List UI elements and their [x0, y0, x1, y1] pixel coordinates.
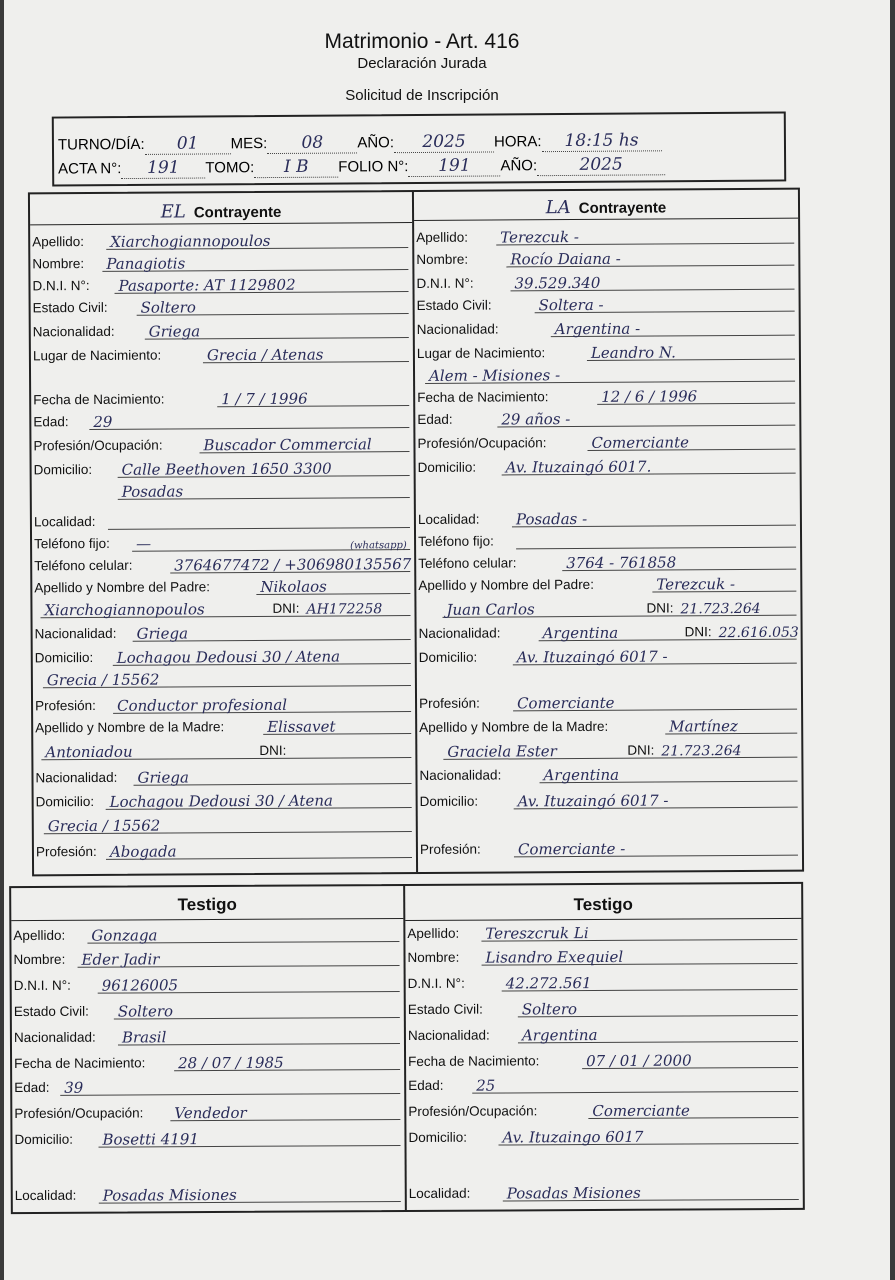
el-padre2-dni-label: DNI:	[272, 600, 300, 616]
t1-nombre-row	[11, 944, 403, 970]
el-madre-profesion-row	[34, 836, 416, 862]
el-lugar-label: Lugar de Nacimiento:	[32, 347, 162, 364]
el-madre-profesion-value: Abogada	[109, 842, 177, 861]
t2-nacionalidad-row	[406, 1020, 802, 1046]
el-madre2-value: Antoniadou	[45, 742, 133, 762]
el-apellido-value: Xiarchogiannopoulos	[110, 231, 271, 251]
t1-edad-row	[12, 1072, 404, 1098]
el-madre-domicilio-row	[34, 786, 416, 812]
t1-profesion-label: Profesión/Ocupación:	[14, 1105, 144, 1122]
el-telefono-celular-label: Teléfono celular:	[34, 557, 133, 574]
form-title: Matrimonio - Art. 416	[324, 30, 520, 53]
la-padre-profesion-row	[417, 688, 801, 714]
acta-label: ACTA N°:	[58, 160, 122, 178]
el-dni-label: D.N.I. N°:	[32, 277, 90, 294]
el-edad-label: Edad:	[33, 414, 69, 430]
la-padre-value: Terezcuk -	[656, 575, 736, 594]
t1-fecha-label: Fecha de Nacimiento:	[14, 1055, 146, 1072]
el-padre-value: Nikolaos	[260, 577, 327, 596]
la-padre-nacionalidad-label: Nacionalidad:	[418, 625, 501, 641]
la-fecha-value: 12 / 6 / 1996	[601, 387, 698, 406]
t1-nacionalidad-value: Brasil	[121, 1028, 167, 1047]
el-padre2-dni-value: AH172258	[306, 601, 383, 618]
la-lugar2-value: Alem - Misiones -	[428, 366, 561, 385]
el-nacionalidad-value: Griega	[148, 322, 201, 341]
la-padre-nacionalidad-row	[417, 618, 801, 644]
t2-dni-row	[406, 968, 802, 994]
t2-profesion-value: Comerciante	[592, 1101, 690, 1121]
t2-edad-label: Edad:	[408, 1077, 444, 1093]
la-madre-nacionalidad-row	[417, 760, 801, 786]
la-prefix: LA	[545, 197, 571, 219]
t1-apellido-label: Apellido:	[13, 927, 66, 944]
la-madre2-value: Graciela Ester	[447, 742, 557, 761]
el-profesion-row	[31, 430, 413, 456]
el-lugar-value: Grecia / Atenas	[206, 345, 324, 365]
la-estado-row	[415, 290, 799, 316]
la-column	[414, 190, 802, 872]
el-domicilio2-value: Posadas	[121, 482, 184, 501]
el-edad-row	[31, 406, 413, 432]
t1-edad-label: Edad:	[14, 1079, 50, 1096]
la-edad-label: Edad:	[417, 411, 453, 427]
el-padre-domicilio2-value: Grecia / 15562	[46, 670, 160, 690]
el-localidad-label: Localidad:	[33, 513, 96, 530]
el-madre-nacionalidad-value: Griega	[137, 768, 189, 787]
t1-nacionalidad-row	[12, 1022, 404, 1048]
el-estado-value: Soltero	[140, 298, 196, 317]
la-dni-label: D.N.I. N°:	[416, 275, 474, 291]
la-madre-domicilio-value: Av. Ituzaingó 6017 -	[517, 791, 669, 811]
el-domicilio2-row	[32, 476, 414, 502]
la-nacionalidad-value: Argentina -	[554, 319, 641, 339]
anio-value: 2025	[394, 131, 494, 153]
la-madre2-dni-value: 21.723.264	[661, 743, 742, 760]
testigos-box	[9, 882, 805, 1214]
la-madre-domicilio-row	[418, 786, 802, 812]
t1-localidad-value: Posadas Misiones	[102, 1185, 237, 1205]
la-edad-row	[415, 404, 799, 430]
el-telefono-fijo-label: Teléfono fijo:	[34, 535, 110, 552]
la-madre-row	[417, 712, 801, 738]
el-padre2-value: Xiarchogiannopoulos	[44, 600, 205, 620]
la-header	[414, 196, 798, 219]
la-nacionalidad-label: Nacionalidad:	[416, 321, 499, 337]
el-padre-nacionalidad-label: Nacionalidad:	[34, 625, 117, 642]
el-fecha-label: Fecha de Nacimiento:	[33, 391, 165, 408]
el-madre-nacionalidad-label: Nacionalidad:	[35, 769, 118, 786]
el-prefix: EL	[160, 201, 186, 223]
el-domicilio-value: Calle Beethoven 1650 3300	[121, 459, 332, 479]
t1-apellido-row	[11, 920, 403, 946]
el-header	[30, 200, 412, 223]
la-padre-label: Apellido y Nombre del Padre:	[418, 576, 594, 593]
el-apellido-label: Apellido:	[32, 234, 85, 250]
t1-estado-row	[12, 996, 404, 1022]
anio2-value: 2025	[537, 154, 665, 176]
t1-fecha-row	[12, 1048, 404, 1074]
el-padre-nacionalidad-row	[33, 618, 415, 644]
t2-apellido-value: Tereszcruk Li	[485, 924, 589, 943]
la-madre-nacionalidad-label: Nacionalidad:	[419, 767, 502, 783]
t2-edad-underline	[472, 1091, 798, 1094]
t2-profesion-row	[406, 1096, 802, 1122]
mes-label: MES:	[230, 135, 268, 153]
t1-profesion-value: Vendedor	[174, 1103, 247, 1123]
la-localidad-value: Posadas -	[515, 509, 588, 529]
el-nombre-label: Nombre:	[32, 256, 85, 272]
la-fecha-label: Fecha de Nacimiento:	[417, 389, 549, 405]
la-padre-nacionalidad-dni-value: 22.616.053	[718, 624, 799, 642]
t2-nacionalidad-value: Argentina	[521, 1026, 598, 1045]
el-padre-domicilio-label: Domicilio:	[34, 649, 94, 666]
t1-nombre-label: Nombre:	[13, 951, 66, 968]
la-nombre-label: Nombre:	[416, 251, 469, 267]
la-padre-domicilio-row	[417, 642, 801, 668]
el-telefono-celular-value: 3764677472 / +306980135567	[174, 555, 412, 575]
la-madre-domicilio-label: Domicilio:	[419, 793, 479, 809]
la-madre-profesion-row	[418, 834, 802, 860]
turno-label: TURNO/DÍA:	[57, 135, 145, 154]
t2-dni-value: 42.272.561	[505, 974, 592, 993]
la-nombre-value: Rocío Daiana -	[510, 249, 621, 269]
t2-edad-row	[406, 1070, 802, 1096]
la-telefono-fijo-label: Teléfono fijo:	[418, 533, 494, 549]
la-padre-domicilio-value: Av. Ituzaingó 6017 -	[516, 647, 668, 667]
folio-value: 191	[408, 155, 500, 177]
tomo-value: I B	[254, 157, 338, 179]
t2-domicilio-label: Domicilio:	[408, 1129, 468, 1145]
la-madre-value: Martínez	[669, 717, 738, 736]
t2-estado-row	[406, 994, 802, 1020]
la-padre2-row	[416, 594, 800, 620]
form-paper	[4, 0, 890, 1280]
la-lugar-value: Leandro N.	[590, 343, 676, 362]
t1-estado-value: Soltero	[117, 1002, 174, 1021]
t1-edad-value: 39	[64, 1078, 84, 1097]
anio-label: AÑO:	[357, 134, 395, 152]
t1-dni-row	[12, 970, 404, 996]
testigo1-column	[11, 886, 405, 1212]
el-profesion-label: Profesión/Ocupación:	[33, 437, 163, 454]
t1-edad-underline	[60, 1093, 400, 1096]
la-madre-label: Apellido y Nombre de la Madre:	[419, 718, 609, 735]
t2-fecha-label: Fecha de Nacimiento:	[408, 1053, 540, 1069]
la-domicilio-value: Av. Ituzaingó 6017.	[505, 457, 652, 477]
t1-dni-label: D.N.I. N°:	[13, 977, 71, 994]
t2-domicilio-row	[406, 1122, 802, 1148]
el-madre-domicilio2-value: Grecia / 15562	[47, 816, 161, 836]
la-profesion-row	[415, 428, 799, 454]
el-telefono-celular-note: (whatsapp)	[350, 540, 407, 552]
t2-profesion-label: Profesión/Ocupación:	[408, 1103, 538, 1119]
la-padre2-dni-value: 21.723.264	[680, 600, 761, 618]
testigo2-column	[405, 884, 803, 1210]
t1-nacionalidad-label: Nacionalidad:	[13, 1029, 96, 1046]
la-padre-row	[416, 570, 800, 596]
la-estado-label: Estado Civil:	[416, 297, 492, 313]
el-padre-domicilio-value: Lochagou Dedousi 30 / Atena	[116, 647, 341, 667]
el-padre-domicilio2-row	[33, 664, 415, 690]
la-madre-profesion-value: Comerciante -	[517, 839, 626, 859]
t1-fecha-value: 28 / 07 / 1985	[178, 1053, 284, 1073]
el-madre-value: Elissavet	[267, 717, 336, 736]
el-fecha-value: 1 / 7 / 1996	[221, 389, 308, 409]
la-padre-domicilio-label: Domicilio:	[418, 649, 478, 665]
la-padre2-dni-label: DNI:	[646, 600, 674, 616]
t1-apellido-value: Gonzaga	[91, 926, 158, 945]
la-padre-nacionalidad-value: Argentina	[542, 623, 619, 643]
la-padre2-value: Juan Carlos	[446, 600, 535, 619]
la-nombre-row	[414, 244, 798, 270]
el-padre-profesion-label: Profesión:	[35, 697, 96, 714]
t2-dni-label: D.N.I. N°:	[407, 975, 465, 991]
el-padre-profesion-value: Conductor profesional	[117, 695, 288, 715]
el-estado-row	[31, 292, 413, 318]
testigo2-title: Testigo	[573, 894, 633, 915]
la-padre-nacionalidad-dni-label: DNI:	[684, 624, 712, 640]
t2-localidad-label: Localidad:	[408, 1185, 471, 1201]
el-madre-profesion-label: Profesión:	[35, 843, 97, 860]
el-madre-domicilio-value: Lochagou Dedousi 30 / Atena	[109, 791, 333, 811]
anio2-label: AÑO:	[500, 157, 538, 175]
t1-domicilio-row	[12, 1124, 404, 1150]
folio-label: FOLIO N°:	[338, 158, 409, 176]
el-padre-label: Apellido y Nombre del Padre:	[34, 579, 210, 596]
la-apellido-label: Apellido:	[416, 229, 469, 245]
el-padre-nacionalidad-value: Griega	[136, 624, 189, 643]
el-dni-value: Pasaporte: AT 1129802	[118, 275, 296, 295]
la-padre-profesion-label: Profesión:	[419, 695, 480, 711]
testigo1-title: Testigo	[177, 894, 237, 915]
la-localidad-label: Localidad:	[417, 511, 480, 527]
t2-localidad-value: Posadas Misiones	[506, 1183, 641, 1203]
la-edad-value: 29 años -	[501, 410, 571, 429]
el-edad-value: 29	[93, 412, 113, 431]
t2-domicilio-value: Av. Ituzaingo 6017	[502, 1127, 644, 1147]
t1-estado-label: Estado Civil:	[13, 1003, 89, 1020]
el-madre-label: Apellido y Nombre de la Madre:	[35, 719, 225, 736]
form-request: Solicitud de Inscripción	[345, 87, 499, 104]
t2-localidad-row	[407, 1178, 803, 1204]
el-nacionalidad-label: Nacionalidad:	[32, 323, 115, 340]
acta-value: 191	[121, 157, 205, 179]
contrayentes-box	[28, 188, 804, 877]
t2-nombre-label: Nombre:	[407, 949, 460, 965]
t2-nacionalidad-label: Nacionalidad:	[407, 1027, 490, 1043]
la-lugar-label: Lugar de Nacimiento:	[416, 345, 546, 361]
form-subtitle: Declaración Jurada	[357, 55, 487, 72]
el-nacionalidad-row	[31, 316, 413, 342]
el-lugar-row	[31, 340, 413, 366]
t1-profesion-row	[12, 1098, 404, 1124]
la-title: Contrayente	[578, 199, 667, 217]
t1-localidad-row	[13, 1180, 405, 1206]
la-dni-value: 39.529.340	[514, 273, 601, 293]
t2-edad-value: 25	[476, 1076, 496, 1095]
t2-fecha-row	[406, 1046, 802, 1072]
la-madre2-row	[417, 736, 801, 762]
tomo-label: TOMO:	[205, 159, 255, 177]
el-domicilio-label: Domicilio:	[33, 461, 93, 478]
la-profesion-label: Profesión/Ocupación:	[417, 435, 547, 451]
t2-nombre-row	[405, 942, 801, 968]
t1-domicilio-value: Bosetti 4191	[102, 1130, 199, 1149]
el-padre2-row	[32, 594, 414, 620]
la-apellido-value: Terezcuk -	[500, 227, 579, 247]
t1-dni-value: 96126005	[101, 976, 179, 995]
t2-estado-value: Soltero	[521, 1000, 578, 1019]
la-profesion-value: Comerciante	[591, 433, 690, 452]
t2-fecha-value: 07 / 01 / 2000	[586, 1051, 692, 1071]
el-profesion-value: Buscador Commercial	[203, 435, 372, 455]
mes-value: 08	[267, 132, 357, 154]
la-madre-profesion-label: Profesión:	[419, 841, 481, 857]
el-madre-nacionalidad-row	[33, 762, 415, 788]
el-madre-domicilio-label: Domicilio:	[35, 793, 95, 810]
turno-value: 01	[145, 133, 231, 155]
la-nacionalidad-row	[415, 314, 799, 340]
hora-value: 18:15 hs	[541, 130, 661, 152]
la-estado-value: Soltera -	[538, 295, 604, 315]
t1-nombre-value: Eder Jadir	[81, 950, 160, 969]
t2-apellido-row	[405, 918, 801, 944]
el-madre2-row	[33, 736, 415, 762]
hora-label: HORA:	[493, 133, 542, 151]
la-padre-profesion-value: Comerciante	[516, 693, 615, 713]
t1-localidad-label: Localidad:	[14, 1187, 77, 1204]
la-domicilio-row	[416, 452, 800, 478]
t2-estado-label: Estado Civil:	[407, 1001, 483, 1017]
el-madre-row	[33, 712, 415, 738]
turno-box	[52, 111, 786, 186]
la-telefono-celular-label: Teléfono celular:	[418, 555, 517, 571]
el-madre2-dni-label: DNI:	[259, 742, 287, 758]
la-telefono-celular-value: 3764 - 761858	[566, 553, 677, 573]
t1-domicilio-label: Domicilio:	[14, 1131, 74, 1148]
el-column	[30, 192, 416, 874]
el-telefono-fijo-value: —	[136, 534, 152, 553]
el-title: Contrayente	[193, 203, 282, 222]
el-nombre-value: Panagiotis	[106, 254, 186, 273]
la-madre-nacionalidad-value: Argentina	[543, 765, 620, 785]
la-madre2-dni-label: DNI:	[627, 742, 655, 758]
el-madre-domicilio2-row	[34, 810, 416, 836]
t2-nombre-value: Lisandro Exequiel	[485, 947, 624, 967]
t2-apellido-label: Apellido:	[407, 925, 460, 941]
la-domicilio-label: Domicilio:	[417, 459, 477, 475]
el-estado-label: Estado Civil:	[32, 299, 108, 316]
